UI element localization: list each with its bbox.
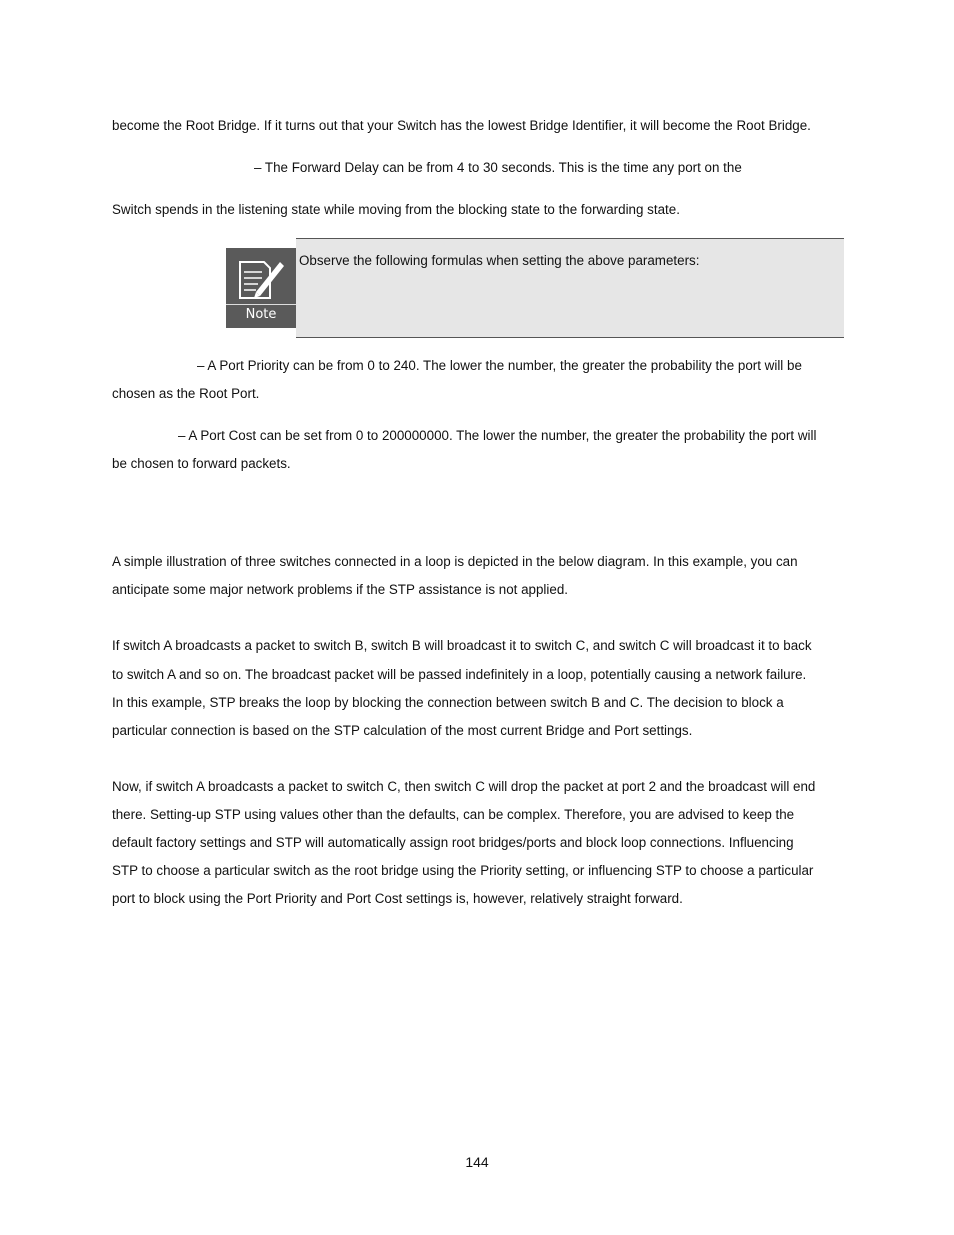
line-17: STP to choose a particular switch as the root bridge using the Priority setting, or influencing STP to choose a particular <box>112 863 814 878</box>
line-18: port to block using the Port Priority and Port Cost settings is, however, relatively straight forward. <box>112 891 683 906</box>
note-text: Observe the following formulas when setting the above parameters: <box>299 253 700 268</box>
line-3: Switch spends in the listening state while moving from the blocking state to the forwarding state. <box>112 202 680 217</box>
line-16: default factory settings and STP will automatically assign root bridges/ports and block loop connections. Influencing <box>112 835 794 850</box>
line-9: anticipate some major network problems if the STP assistance is not applied. <box>112 582 569 597</box>
line-6: – A Port Cost can be set from 0 to 200000000. The lower the number, the greater the probability the port will <box>178 428 817 443</box>
line-5: chosen as the Root Port. <box>112 386 260 401</box>
note-label: Note <box>226 304 296 322</box>
line-7: be chosen to forward packets. <box>112 456 291 471</box>
line-4: – A Port Priority can be from 0 to 240. The lower the number, the greater the probability the port will be <box>197 358 802 373</box>
line-14: Now, if switch A broadcasts a packet to switch C, then switch C will drop the packet at port 2 and the broadcast will end <box>112 779 816 794</box>
line-8: A simple illustration of three switches connected in a loop is depicted in the below diagram. In this example, you can <box>112 554 798 569</box>
page-number: 144 <box>465 1154 489 1170</box>
line-10: If switch A broadcasts a packet to switch B, switch B will broadcast it to switch C, and switch C will broadcast it to back <box>112 638 812 653</box>
note-box <box>296 238 844 338</box>
line-2: – The Forward Delay can be from 4 to 30 seconds. This is the time any port on the <box>254 160 742 175</box>
line-15: there. Setting-up STP using values other than the defaults, can be complex. Therefore, you are advised to keep the <box>112 807 795 822</box>
note-icon <box>226 248 296 328</box>
line-13: particular connection is based on the STP calculation of the most current Bridge and Port settings. <box>112 723 693 738</box>
line-11: to switch A and so on. The broadcast packet will be passed indefinitely in a loop, potentially causing a network failure. <box>112 667 807 682</box>
line-12: In this example, STP breaks the loop by blocking the connection between switch B and C. The decision to block a <box>112 695 784 710</box>
line-1: become the Root Bridge. If it turns out that your Switch has the lowest Bridge Identifier, it will become the Root Bridge. <box>112 118 811 133</box>
